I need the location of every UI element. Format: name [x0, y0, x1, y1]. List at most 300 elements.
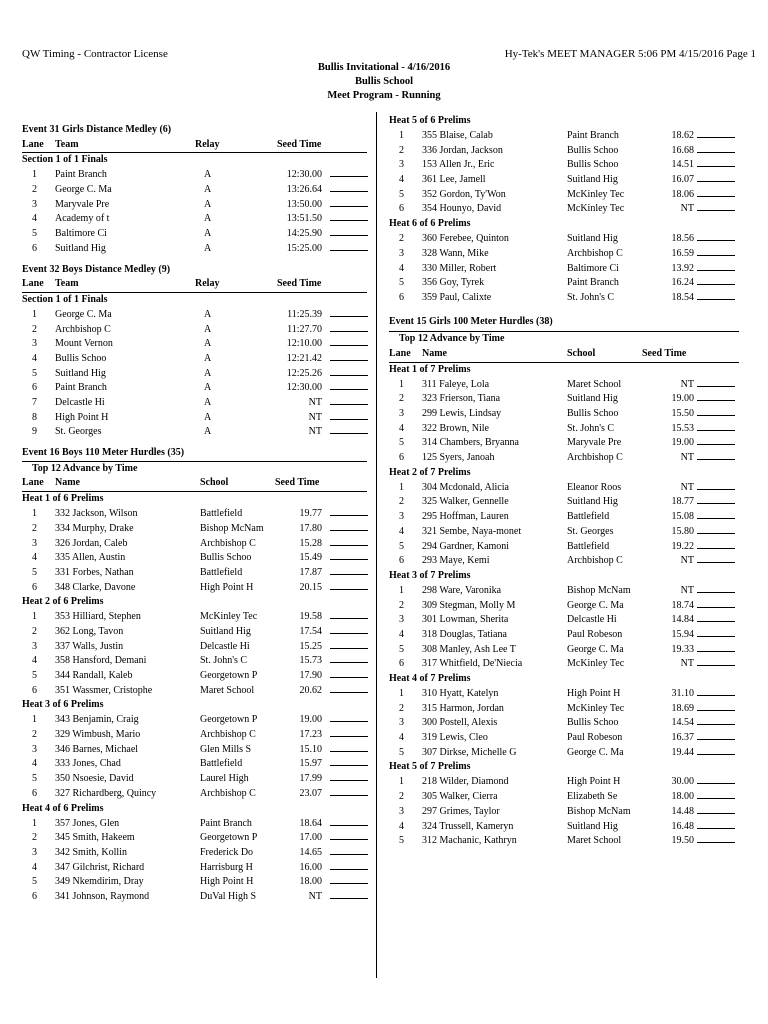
athlete-name: 343 Benjamin, Craig — [55, 714, 139, 726]
table-row — [22, 227, 367, 242]
school-name: Glen Mills S — [200, 743, 252, 755]
school-name: St. Georges — [567, 525, 614, 537]
table-row — [389, 790, 739, 805]
lane-number: 2 — [399, 496, 404, 508]
lane-number: 3 — [32, 846, 37, 858]
result-blank-line — [697, 247, 735, 256]
result-blank-line — [697, 805, 735, 814]
athlete-name: 309 Stegman, Molly M — [422, 599, 516, 611]
lane-number: 5 — [399, 277, 404, 289]
table-row — [389, 378, 739, 393]
result-blank-line — [330, 669, 368, 678]
team-name: Mount Vernon — [55, 338, 113, 350]
result-blank-line — [697, 613, 735, 622]
result-blank-line — [697, 291, 735, 300]
school-name: Bishop McNam — [567, 584, 631, 596]
table-row — [22, 323, 367, 338]
school-name: Paint Branch — [200, 817, 252, 829]
lane-number: 6 — [399, 452, 404, 464]
seed-time: NT — [680, 452, 694, 464]
lane-number: 1 — [399, 776, 404, 788]
seed-time: 19.58 — [299, 611, 322, 623]
school-name: Bullis Schoo — [200, 552, 252, 564]
athlete-name: 324 Trussell, Kameryn — [422, 820, 514, 832]
seed-time: 16.37 — [671, 732, 694, 744]
table-row — [389, 554, 739, 569]
lane-number: 4 — [399, 732, 404, 744]
col-lane-header: Lane — [389, 347, 411, 359]
school-name: McKinley Tec — [567, 658, 625, 670]
seed-time: NT — [308, 890, 322, 902]
school-name: Baltimore Ci — [567, 262, 619, 274]
heat-label: Heat 1 of 6 Prelims — [22, 493, 104, 505]
table-row — [389, 495, 739, 510]
school-name: Bishop McNam — [567, 805, 631, 817]
relay-letter: A — [204, 198, 212, 210]
lane-number: 4 — [399, 525, 404, 537]
table-row — [22, 890, 367, 905]
school-name: George C. Ma — [567, 746, 624, 758]
lane-number: 3 — [32, 198, 37, 210]
table-row — [22, 861, 367, 876]
table-row — [389, 481, 739, 496]
seed-time: 19.50 — [671, 835, 694, 847]
athlete-name: 348 Clarke, Davone — [55, 581, 136, 593]
seed-time: 18.74 — [671, 599, 694, 611]
col-relay-header: Relay — [195, 278, 220, 290]
heat-label: Heat 5 of 7 Prelims — [389, 761, 471, 773]
lane-number: 3 — [399, 159, 404, 171]
table-row — [22, 640, 367, 655]
table-row — [22, 787, 367, 802]
relay-letter: A — [204, 228, 212, 240]
lane-number: 4 — [32, 352, 37, 364]
section-label: Section 1 of 1 Finals — [22, 154, 108, 166]
team-name: Baltimore Ci — [55, 228, 107, 240]
col-team-header: Team — [55, 278, 79, 290]
lane-number: 1 — [399, 130, 404, 141]
team-name: George C. Ma — [55, 184, 112, 196]
table-row — [389, 247, 739, 262]
table-row — [22, 743, 367, 758]
table-row — [389, 392, 739, 407]
seed-time: 13.92 — [671, 262, 694, 274]
lane-number: 1 — [32, 611, 37, 623]
athlete-name: 304 Mcdonald, Alicia — [422, 481, 509, 493]
result-blank-line — [697, 834, 735, 843]
table-row — [22, 522, 367, 537]
school-name: Archbishop C — [200, 729, 256, 741]
lane-number: 2 — [399, 393, 404, 405]
table-row — [22, 728, 367, 743]
team-name: Academy of t — [55, 213, 110, 225]
athlete-name: 355 Blaise, Calab — [422, 130, 493, 141]
result-blank-line — [330, 367, 368, 376]
result-blank-line — [697, 643, 735, 652]
seed-time: 15.49 — [299, 552, 322, 564]
result-blank-line — [330, 743, 368, 752]
seed-time: 17.80 — [299, 522, 322, 534]
result-blank-line — [330, 817, 368, 826]
table-row — [389, 158, 739, 173]
seed-time: 18.00 — [299, 876, 322, 888]
result-blank-line — [330, 566, 368, 575]
col-school-header: School — [567, 347, 596, 359]
athlete-name: 318 Douglas, Tatiana — [422, 628, 507, 640]
seed-time: 16.48 — [671, 820, 694, 832]
school-name: DuVal High S — [200, 890, 257, 902]
seed-time: 11:27.70 — [287, 323, 322, 335]
lane-number: 7 — [32, 397, 37, 409]
school-name: Battlefield — [567, 540, 610, 552]
seed-time: 15.10 — [299, 743, 322, 755]
school-name: Suitland Hig — [200, 625, 251, 637]
lane-number: 2 — [399, 599, 404, 611]
result-blank-line — [330, 875, 368, 884]
table-row — [389, 144, 739, 159]
athlete-name: 312 Machanic, Kathryn — [422, 835, 517, 847]
seed-time: NT — [680, 378, 694, 390]
team-name: Maryvale Pre — [55, 198, 110, 210]
school-name: Suitland Hig — [567, 393, 618, 405]
seed-time: 12:10.00 — [286, 338, 322, 350]
school-name: St. John's C — [567, 291, 615, 303]
lane-number: 2 — [32, 625, 37, 637]
lane-number: 3 — [399, 614, 404, 626]
team-name: Delcastle Hi — [55, 397, 105, 409]
table-row — [22, 551, 367, 566]
school-name: High Point H — [200, 876, 254, 888]
seed-time: 15.25 — [299, 640, 322, 652]
lane-number: 1 — [32, 508, 37, 520]
col-seed-header: Seed Time — [277, 278, 322, 290]
result-blank-line — [697, 422, 735, 431]
seed-time: 14.65 — [299, 846, 322, 858]
lane-number: 1 — [399, 584, 404, 596]
lane-number: 6 — [399, 658, 404, 670]
school-name: Paul Robeson — [567, 628, 623, 640]
athlete-name: 358 Hansford, Demani — [55, 655, 147, 667]
school-name: Battlefield — [200, 508, 243, 520]
result-blank-line — [330, 168, 368, 177]
school-name: Bishop McNam — [200, 522, 264, 534]
lane-number: 6 — [32, 787, 37, 799]
seed-time: 14:25.90 — [286, 228, 322, 240]
lane-number: 1 — [32, 714, 37, 726]
lane-number: 1 — [399, 481, 404, 493]
table-row — [22, 507, 367, 522]
left-column — [22, 123, 367, 905]
result-blank-line — [330, 728, 368, 737]
lane-number: 2 — [399, 144, 404, 156]
school-name: Bullis Schoo — [567, 408, 619, 420]
athlete-name: 315 Harmon, Jordan — [422, 702, 504, 714]
school-name: McKinley Tec — [567, 203, 625, 215]
school-name: Archbishop C — [200, 537, 256, 549]
table-row — [22, 817, 367, 832]
team-name: Suitland Hig — [55, 242, 106, 254]
table-row — [22, 713, 367, 728]
seed-time: 15.97 — [299, 758, 322, 770]
table-row — [389, 540, 739, 555]
athlete-name: 354 Hounyo, David — [422, 203, 502, 215]
lane-number: 4 — [399, 628, 404, 640]
relay-letter: A — [204, 169, 212, 181]
table-row — [22, 352, 367, 367]
lane-number: 3 — [32, 537, 37, 549]
lane-number: 2 — [32, 729, 37, 741]
lane-number: 5 — [399, 835, 404, 847]
result-blank-line — [697, 202, 735, 211]
header-meet-manager: Hy-Tek's MEET MANAGER 5:06 PM 4/15/2016 Page 1 — [504, 48, 756, 60]
advance-text: Top 12 Advance by Time — [399, 333, 505, 345]
athlete-name: 295 Hoffman, Lauren — [422, 511, 509, 523]
school-name: Battlefield — [567, 511, 610, 523]
seed-time: 30.00 — [671, 776, 694, 788]
athlete-name: 346 Barnes, Michael — [55, 743, 139, 755]
seed-time: NT — [308, 426, 322, 438]
lane-number: 4 — [399, 262, 404, 274]
seed-time: NT — [680, 658, 694, 670]
table-row — [389, 613, 739, 628]
seed-time: 15:25.00 — [286, 242, 322, 254]
athlete-name: 294 Gardner, Kamoni — [422, 540, 510, 552]
result-blank-line — [697, 657, 735, 666]
team-name: Paint Branch — [55, 169, 107, 181]
seed-time: 19.00 — [671, 393, 694, 405]
column-divider — [376, 112, 377, 978]
table-row — [22, 831, 367, 846]
col-lane-header: Lane — [22, 138, 44, 150]
right-column — [389, 114, 739, 849]
seed-time: 14.84 — [671, 614, 694, 626]
seed-time: 19.77 — [299, 508, 322, 520]
result-blank-line — [330, 610, 368, 619]
col-school-header: School — [200, 477, 229, 489]
result-blank-line — [697, 525, 735, 534]
school-name: Paul Robeson — [567, 732, 623, 744]
seed-time: 18.64 — [299, 817, 322, 829]
athlete-name: 319 Lewis, Cleo — [422, 732, 488, 744]
table-row — [389, 436, 739, 451]
relay-letter: A — [204, 397, 212, 409]
relay-letter: A — [204, 411, 212, 423]
school-name: Archbishop C — [567, 247, 623, 259]
table-row — [22, 537, 367, 552]
relay-letter: A — [204, 382, 212, 394]
seed-time: 19.33 — [671, 643, 694, 655]
table-row — [22, 669, 367, 684]
col-seed-header: Seed Time — [275, 477, 320, 489]
athlete-name: 333 Jones, Chad — [55, 758, 121, 770]
result-blank-line — [330, 581, 368, 590]
table-row — [22, 242, 367, 257]
seed-time: 15.08 — [671, 511, 694, 523]
school-name: Delcastle Hi — [567, 614, 617, 626]
result-blank-line — [697, 716, 735, 725]
seed-time: 12:30.00 — [286, 382, 322, 394]
table-row — [22, 772, 367, 787]
lane-number: 1 — [399, 378, 404, 390]
section-label: Section 1 of 1 Finals — [22, 293, 108, 305]
col-name-header: Name — [422, 347, 447, 359]
lane-number: 4 — [32, 758, 37, 770]
seed-time: 11:25.39 — [287, 308, 322, 320]
seed-time: 13:26.64 — [286, 184, 322, 196]
lane-number: 5 — [32, 367, 37, 379]
table-row — [389, 820, 739, 835]
athlete-name: 362 Long, Tavon — [55, 625, 124, 637]
table-row — [389, 687, 739, 702]
table-row — [22, 198, 367, 213]
seed-time: NT — [308, 397, 322, 409]
team-name: Bullis Schoo — [55, 352, 107, 364]
heat-label: Heat 5 of 6 Prelims — [389, 115, 471, 126]
seed-time: 19.00 — [671, 437, 694, 449]
lane-number: 1 — [32, 817, 37, 829]
meet-school: Bullis School — [354, 76, 414, 87]
athlete-name: 298 Ware, Varonika — [422, 584, 502, 596]
school-name: Paint Branch — [567, 130, 619, 141]
table-row — [389, 202, 739, 217]
column-header-row — [389, 347, 739, 363]
result-blank-line — [330, 198, 368, 207]
seed-time: 12:21.42 — [286, 352, 322, 364]
seed-time: 13:50.00 — [286, 198, 322, 210]
lane-number: 3 — [399, 247, 404, 259]
relay-letter: A — [204, 323, 212, 335]
athlete-name: 317 Whitfield, De'Niecia — [422, 658, 523, 670]
result-blank-line — [330, 831, 368, 840]
athlete-name: 331 Forbes, Nathan — [55, 566, 134, 578]
heat-label: Heat 3 of 6 Prelims — [22, 699, 104, 711]
lane-number: 6 — [399, 203, 404, 215]
seed-time: 15.53 — [671, 422, 694, 434]
relay-letter: A — [204, 213, 212, 225]
lane-number: 2 — [32, 832, 37, 844]
table-row — [22, 757, 367, 772]
athlete-name: 349 Nkemdirim, Dray — [55, 876, 144, 888]
table-row — [22, 654, 367, 669]
school-name: Frederick Do — [200, 846, 254, 858]
table-row — [389, 276, 739, 291]
result-blank-line — [330, 411, 368, 420]
result-blank-line — [330, 242, 368, 251]
result-blank-line — [330, 787, 368, 796]
athlete-name: 351 Wassmer, Cristophe — [55, 684, 153, 696]
result-blank-line — [697, 510, 735, 519]
result-blank-line — [697, 173, 735, 182]
result-blank-line — [697, 378, 735, 387]
result-blank-line — [330, 227, 368, 236]
result-blank-line — [697, 599, 735, 608]
table-row — [389, 805, 739, 820]
school-name: George C. Ma — [567, 599, 624, 611]
lane-number: 3 — [399, 408, 404, 420]
lane-number: 6 — [32, 242, 37, 254]
seed-time: 12:30.00 — [286, 169, 322, 181]
lane-number: 2 — [32, 323, 37, 335]
table-row — [389, 262, 739, 277]
athlete-name: 335 Allen, Austin — [55, 552, 126, 564]
lane-number: 4 — [399, 422, 404, 434]
table-row — [22, 212, 367, 227]
school-name: Elizabeth Se — [567, 791, 618, 803]
lane-number: 1 — [32, 308, 37, 320]
lane-number: 9 — [32, 426, 37, 438]
result-blank-line — [330, 323, 368, 332]
table-row — [22, 396, 367, 411]
result-blank-line — [697, 451, 735, 460]
result-blank-line — [330, 846, 368, 855]
lane-number: 5 — [32, 228, 37, 240]
table-row — [389, 291, 739, 306]
school-name: Suitland Hig — [567, 233, 618, 245]
lane-number: 3 — [32, 338, 37, 350]
lane-number: 4 — [399, 820, 404, 832]
school-name: Delcastle Hi — [200, 640, 250, 652]
lane-number: 5 — [399, 437, 404, 449]
school-name: Bullis Schoo — [567, 159, 619, 171]
lane-number: 6 — [32, 581, 37, 593]
result-blank-line — [697, 584, 735, 593]
lane-number: 5 — [32, 773, 37, 785]
athlete-name: 218 Wilder, Diamond — [422, 776, 509, 788]
team-name: Suitland Hig — [55, 367, 106, 379]
seed-time: 20.62 — [299, 684, 322, 696]
school-name: St. John's C — [567, 422, 615, 434]
lane-number: 4 — [32, 861, 37, 873]
lane-number: 3 — [399, 717, 404, 729]
table-row — [22, 411, 367, 426]
table-row — [389, 716, 739, 731]
table-row — [389, 702, 739, 717]
seed-time: 23.07 — [299, 787, 322, 799]
school-name: Archbishop C — [567, 452, 623, 464]
column-header-row — [22, 476, 367, 492]
school-name: Archbishop C — [200, 787, 256, 799]
heat-label: Heat 6 of 6 Prelims — [389, 218, 471, 230]
lane-number: 6 — [399, 291, 404, 303]
seed-time: 18.54 — [671, 291, 694, 303]
team-name: Paint Branch — [55, 382, 107, 394]
lane-number: 1 — [32, 169, 37, 181]
seed-time: 16.07 — [671, 174, 694, 186]
table-row — [22, 425, 367, 440]
relay-letter: A — [204, 338, 212, 350]
seed-time: 15.50 — [671, 408, 694, 420]
school-name: Maret School — [200, 684, 255, 696]
table-row — [22, 610, 367, 625]
school-name: Paint Branch — [567, 277, 619, 289]
athlete-name: 361 Lee, Jamell — [422, 174, 486, 186]
athlete-name: 360 Ferebee, Quinton — [422, 233, 509, 245]
school-name: High Point H — [567, 776, 621, 788]
col-seed-header: Seed Time — [277, 138, 322, 150]
result-blank-line — [697, 731, 735, 740]
seed-time: 18.06 — [671, 188, 694, 200]
team-name: St. Georges — [55, 426, 102, 438]
lane-number: 8 — [32, 411, 37, 423]
seed-time: 16.24 — [671, 277, 694, 289]
school-name: Eleanor Roos — [567, 481, 622, 493]
athlete-name: 327 Richardberg, Quincy — [55, 787, 157, 799]
school-name: Georgetown P — [200, 670, 258, 682]
lane-number: 4 — [399, 174, 404, 186]
result-blank-line — [330, 684, 368, 693]
result-blank-line — [697, 481, 735, 490]
school-name: Suitland Hig — [567, 496, 618, 508]
